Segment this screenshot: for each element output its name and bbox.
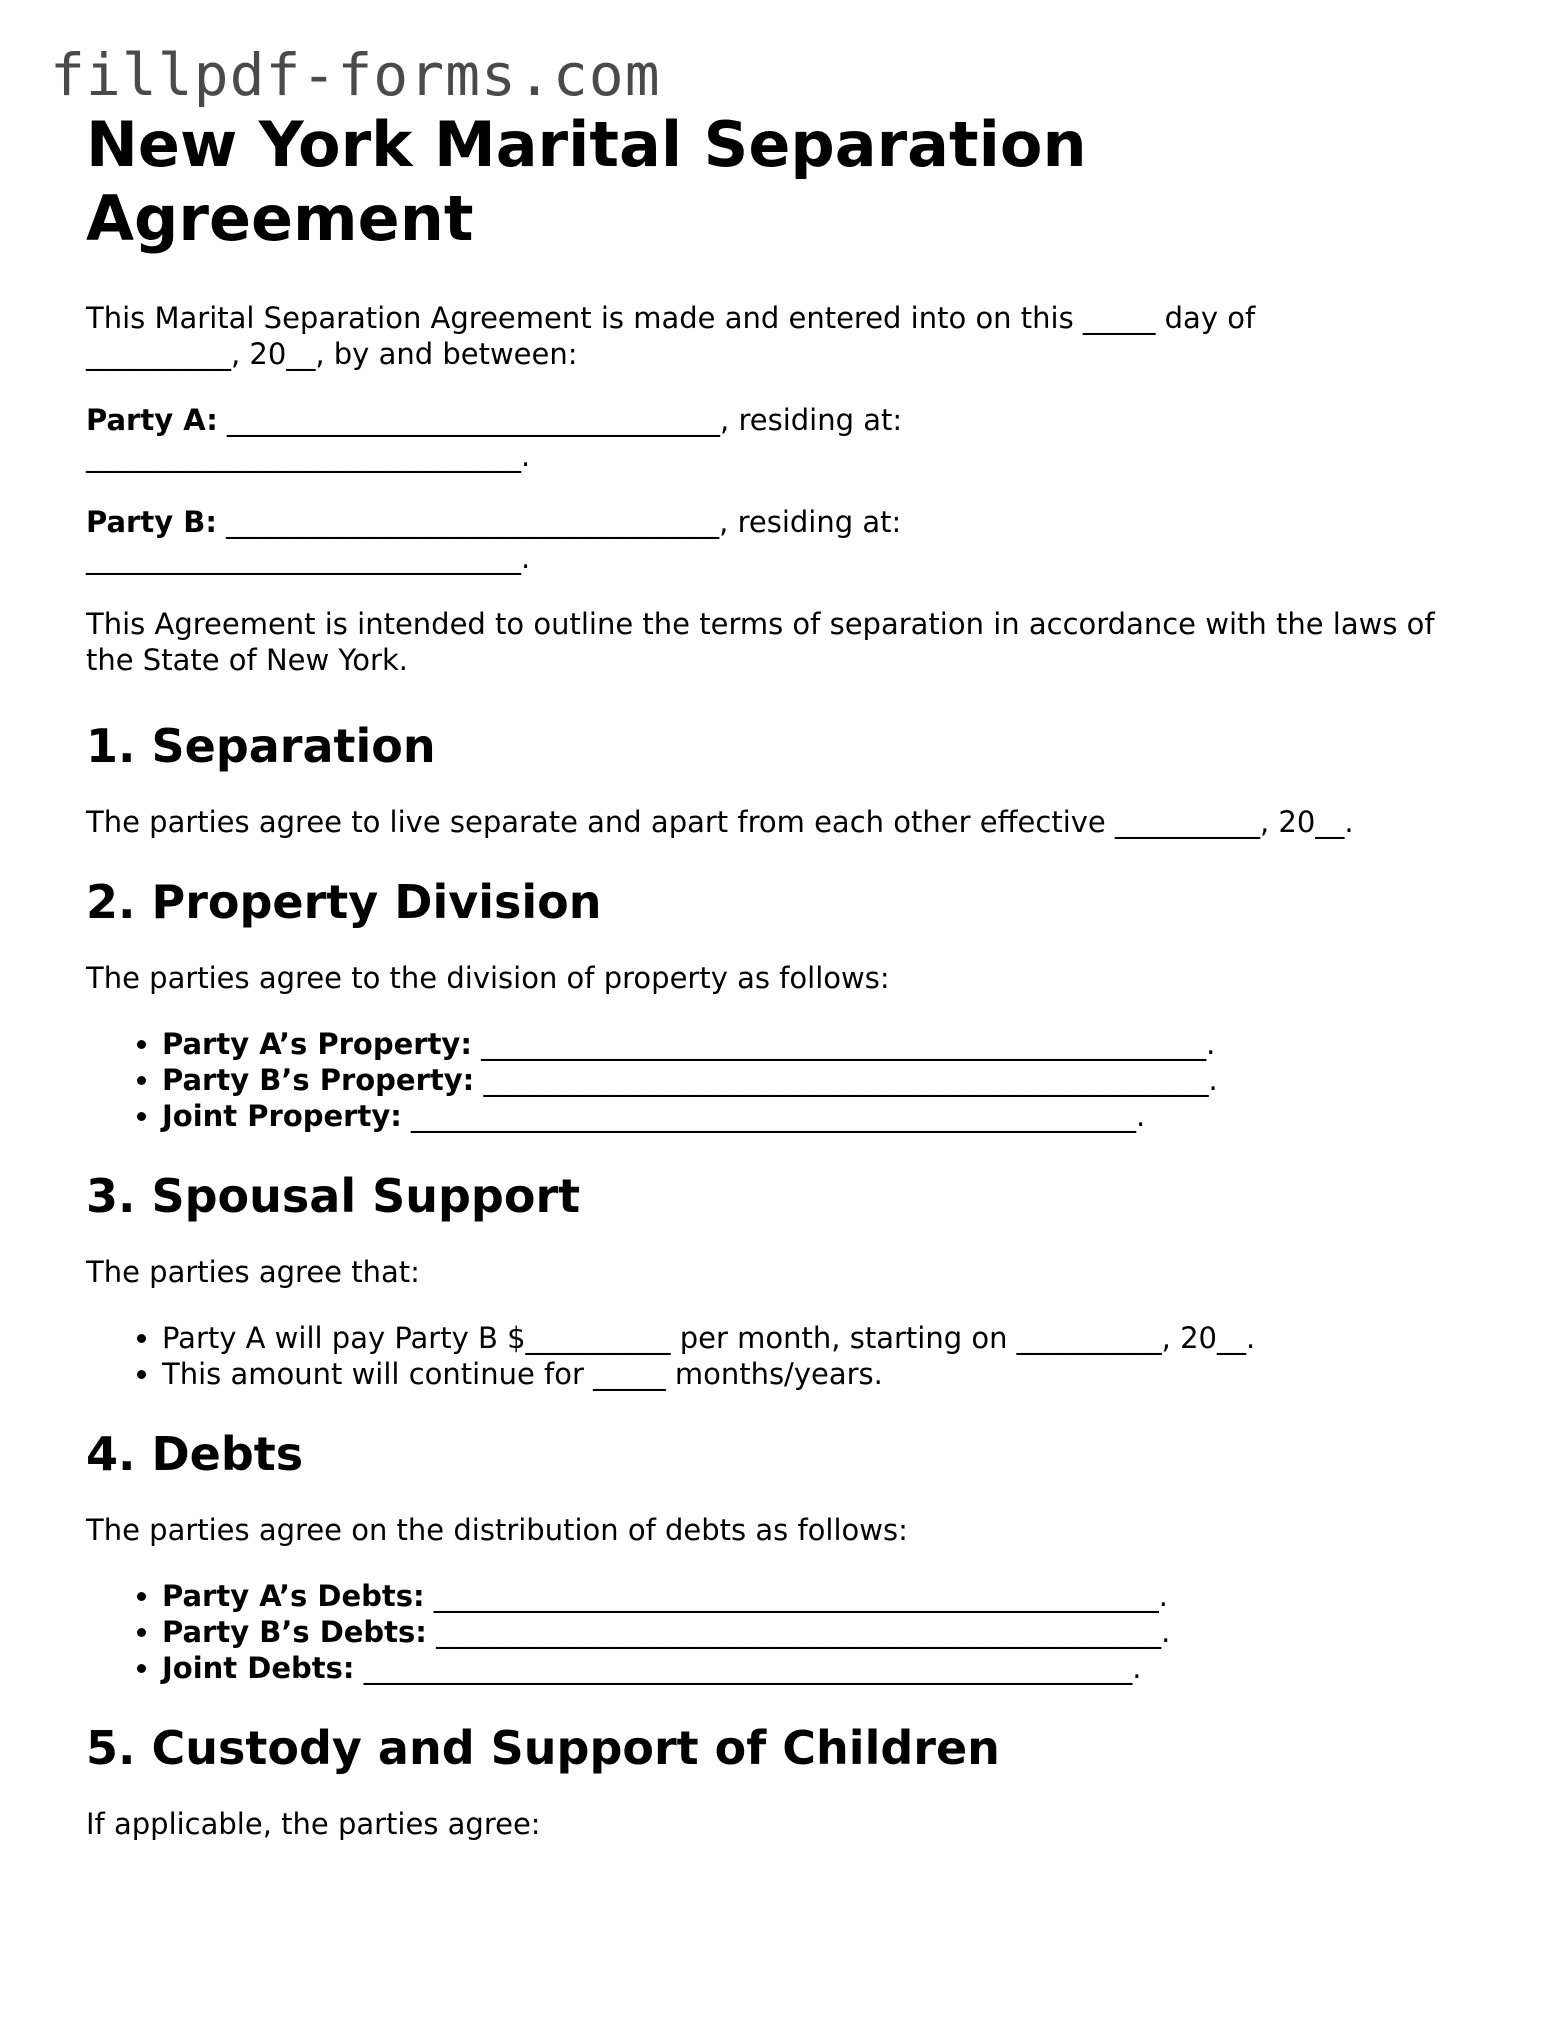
list-item bbox=[162, 1650, 1486, 1686]
debts-list bbox=[86, 1578, 1486, 1686]
section-separation bbox=[86, 718, 1486, 840]
property-list bbox=[86, 1026, 1486, 1134]
section-text: The parties agree to live separate and apart from each other effective __________, 20__. bbox=[86, 805, 1354, 839]
party-a-label: Party A: bbox=[86, 403, 218, 437]
item-label: Joint Property: bbox=[162, 1099, 402, 1133]
section-heading: 3. Spousal Support bbox=[86, 1169, 581, 1223]
section-text: The parties agree on the distribution of debts as follows: bbox=[86, 1513, 908, 1547]
document-title: New York Marital Separation Agreement bbox=[86, 108, 1087, 255]
purpose-paragraph: This Agreement is intended to outline the terms of separation in accordance with the laws of the State of New York. bbox=[86, 607, 1435, 677]
party-b-line bbox=[86, 504, 1136, 576]
list-item bbox=[162, 1062, 1486, 1098]
spousal-list bbox=[86, 1320, 1486, 1392]
list-item: • Party A will pay Party B $__________ per month, starting on __________, 20__. bbox=[162, 1320, 1486, 1356]
section-heading: 5. Custody and Support of Children bbox=[86, 1721, 1000, 1775]
list-item bbox=[162, 1614, 1486, 1650]
item-label: Joint Debts: bbox=[162, 1651, 355, 1685]
section-property-division bbox=[86, 874, 1486, 1134]
party-a-line bbox=[86, 402, 1136, 474]
list-item bbox=[162, 1026, 1486, 1062]
item-label: Party B’s Property: bbox=[162, 1063, 475, 1097]
item-label: Party A’s Property: bbox=[162, 1027, 472, 1061]
item-label: Party B’s Debts: bbox=[162, 1615, 427, 1649]
document-page bbox=[86, 108, 1486, 1876]
watermark: fillpdf-forms.com bbox=[50, 41, 661, 109]
item-blank: __________________________________________________. bbox=[401, 1099, 1146, 1133]
item-blank: __________________________________________________. bbox=[474, 1063, 1218, 1097]
item-blank: _____________________________________________________. bbox=[354, 1651, 1142, 1685]
list-item bbox=[162, 1578, 1486, 1614]
section-heading: 2. Property Division bbox=[86, 875, 602, 929]
section-text: If applicable, the parties agree: bbox=[86, 1807, 541, 1841]
party-a-blank: __________________________________, residing at: ______________________________. bbox=[86, 403, 903, 473]
party-b-label: Party B: bbox=[86, 505, 217, 539]
section-text: The parties agree to the division of property as follows: bbox=[86, 961, 890, 995]
item-blank: __________________________________________________. bbox=[426, 1615, 1171, 1649]
section-text: The parties agree that: bbox=[86, 1255, 420, 1289]
section-custody bbox=[86, 1720, 1486, 1842]
list-item: • This amount will continue for _____ months/years. bbox=[162, 1356, 1486, 1392]
item-blank: __________________________________________________. bbox=[424, 1579, 1169, 1613]
section-debts bbox=[86, 1426, 1486, 1686]
section-heading: 1. Separation bbox=[86, 719, 436, 773]
list-item bbox=[162, 1098, 1486, 1134]
item-blank: __________________________________________________. bbox=[471, 1027, 1216, 1061]
section-heading: 4. Debts bbox=[86, 1427, 304, 1481]
item-label: Party A’s Debts: bbox=[162, 1579, 425, 1613]
section-spousal-support bbox=[86, 1168, 1486, 1392]
intro-paragraph: This Marital Separation Agreement is made and entered into on this _____ day of __________, 20__, by and between: bbox=[86, 301, 1256, 371]
party-b-blank: __________________________________, residing at: ______________________________. bbox=[86, 505, 902, 575]
